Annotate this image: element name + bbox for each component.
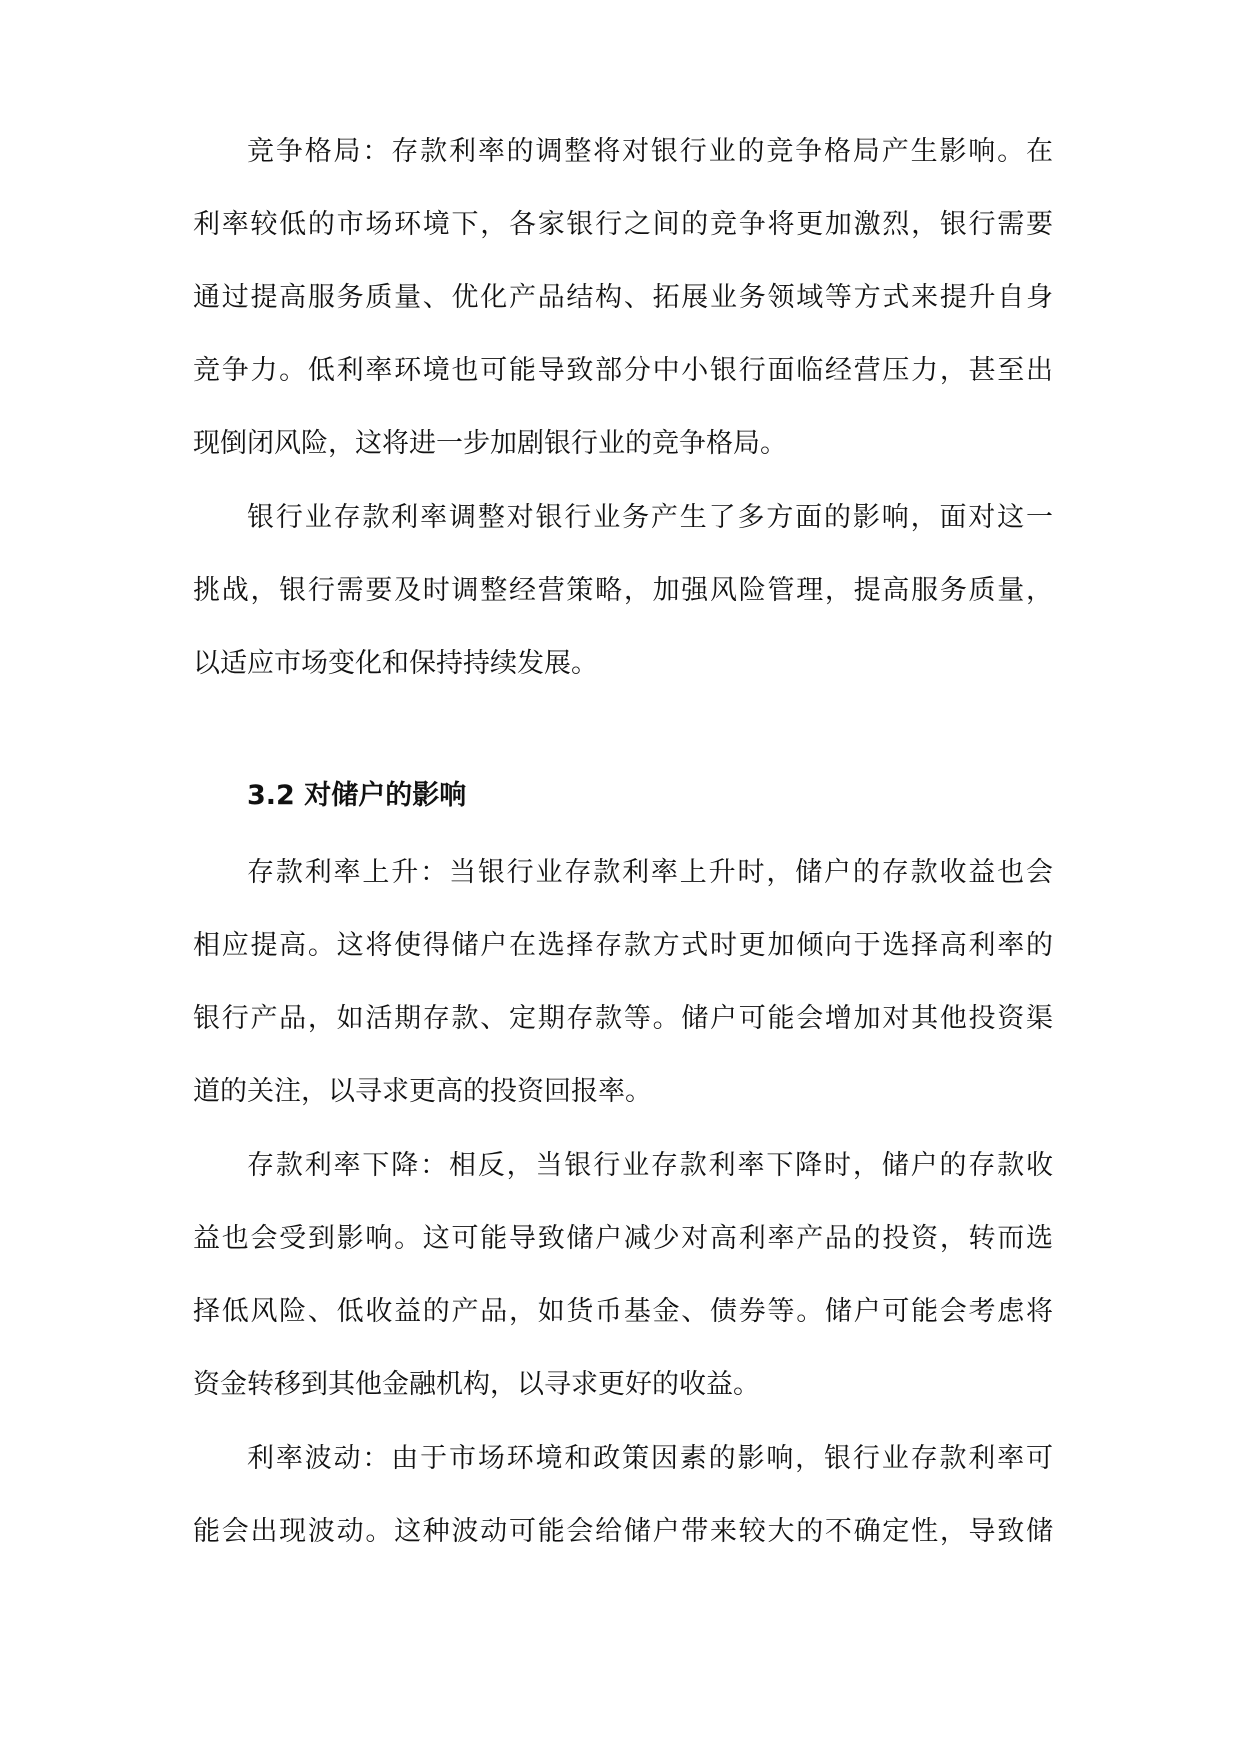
text-line: 通过提高服务质量、优化产品结构、拓展业务领域等方式来提升自身 xyxy=(193,282,1053,313)
text-line: 益也会受到影响。这可能导致储户减少对高利率产品的投资，转而选 xyxy=(193,1223,1053,1254)
text-line: 能会出现波动。这种波动可能会给储户带来较大的不确定性，导致储 xyxy=(193,1516,1053,1547)
text-line: 资金转移到其他金融机构，以寻求更好的收益。 xyxy=(193,1369,760,1400)
text-line: 利率较低的市场环境下，各家银行之间的竞争将更加激烈，银行需要 xyxy=(193,209,1053,240)
text-line: 银行业存款利率调整对银行业务产生了多方面的影响，面对这一 xyxy=(247,502,1053,533)
text-line: 择低风险、低收益的产品，如货币基金、债券等。储户可能会考虑将 xyxy=(193,1296,1053,1327)
text-line: 道的关注，以寻求更高的投资回报率。 xyxy=(193,1076,652,1107)
text-line: 现倒闭风险，这将进一步加剧银行业的竞争格局。 xyxy=(193,428,787,459)
text-line: 存款利率上升：当银行业存款利率上升时，储户的存款收益也会 xyxy=(247,857,1053,888)
text-line: 竞争力。低利率环境也可能导致部分中小银行面临经营压力，甚至出 xyxy=(193,355,1053,386)
text-line: 以适应市场变化和保持持续发展。 xyxy=(193,648,598,679)
text-line: 存款利率下降：相反，当银行业存款利率下降时，储户的存款收 xyxy=(247,1150,1053,1181)
text-line: 相应提高。这将使得储户在选择存款方式时更加倾向于选择高利率的 xyxy=(193,930,1053,961)
section-heading: 3.2 对储户的影响 xyxy=(247,780,467,811)
text-line: 利率波动：由于市场环境和政策因素的影响，银行业存款利率可 xyxy=(247,1443,1053,1474)
text-line: 银行产品，如活期存款、定期存款等。储户可能会增加对其他投资渠 xyxy=(193,1003,1053,1034)
text-line: 竞争格局：存款利率的调整将对银行业的竞争格局产生影响。在 xyxy=(247,136,1053,167)
text-line: 挑战，银行需要及时调整经营策略，加强风险管理，提高服务质量， xyxy=(193,575,1053,606)
